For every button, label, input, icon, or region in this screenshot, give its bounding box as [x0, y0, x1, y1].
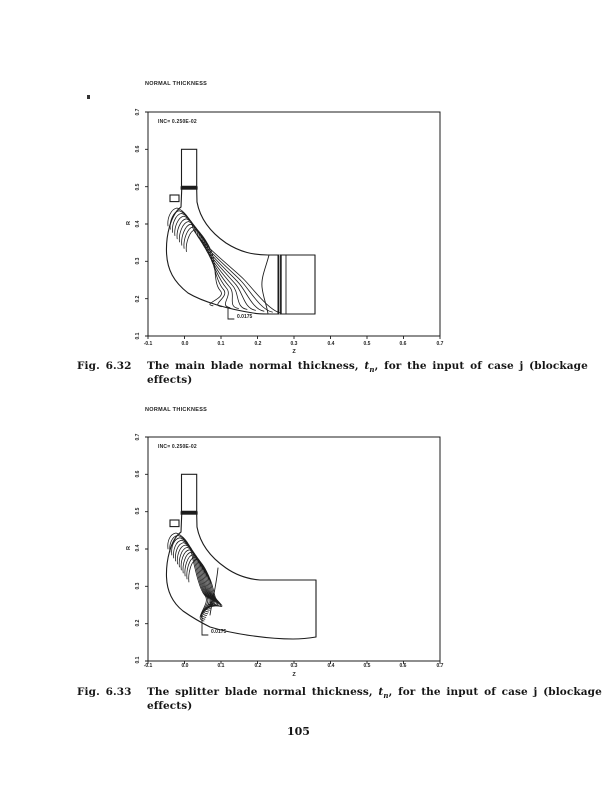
figure2-y-tick-label: 0.3 — [135, 582, 141, 590]
figure1-hub-boundary — [166, 190, 315, 314]
figure2-y-tick-label: 0.1 — [135, 656, 141, 664]
figure2-x-tick-label: 0.2 — [254, 663, 262, 669]
figure2-shroud-boundary — [197, 515, 316, 580]
caption-text: , for the input of case j (blockage — [374, 360, 588, 372]
figure2-x-tick-label: 0.7 — [436, 663, 444, 669]
figure1-y-tick-label: 0.7 — [135, 108, 141, 116]
figure2-contour-plot — [145, 434, 443, 664]
page-number: 105 — [287, 725, 310, 738]
figure2-caption-line2: effects) — [147, 700, 193, 712]
figure1-leading-edge-box — [170, 195, 179, 202]
figure2-y-tick-label: 0.6 — [135, 470, 141, 478]
caption-variable: t — [378, 686, 384, 698]
figure2-x-axis-label: Z — [292, 672, 296, 678]
figure2-caption-tag: Fig. 6.33 — [77, 686, 132, 698]
figure2-contour-value-label: 0.0175 — [211, 629, 227, 635]
figure1-blade-tip-band — [181, 186, 198, 189]
figure1-y-tick-label: 0.1 — [135, 332, 141, 340]
figure1-plot-title: NORMAL THICKNESS — [145, 81, 208, 87]
figure1-caption-tag: Fig. 6.32 — [77, 360, 132, 372]
figure2-y-tick-label: 0.7 — [135, 433, 141, 441]
figure2-x-tick-label: 0.1 — [217, 663, 225, 669]
figure2-x-tick-label: 0.0 — [181, 663, 189, 669]
figure2-y-tick-label: 0.5 — [135, 507, 141, 515]
figure2-y-axis-label: R — [126, 546, 132, 550]
figure1-increment-label: INC= 0.250E-02 — [158, 119, 197, 125]
figure1-caption-line2: effects) — [147, 374, 193, 386]
figure2-x-tick-label: -0.1 — [143, 663, 153, 669]
caption-text: , for the input of case j (blockage — [388, 686, 602, 698]
figure2-y-tick-label: 0.4 — [135, 544, 141, 552]
figure1-x-axis-label: Z — [292, 349, 296, 355]
figure1-x-tick-label: 0.3 — [290, 341, 298, 347]
figure2-caption-line1 — [147, 686, 602, 700]
caption-text: The main blade normal thickness, — [147, 360, 365, 372]
caption-text: The splitter blade normal thickness, — [147, 686, 379, 698]
scan-speck — [87, 95, 90, 99]
figure2-x-tick-label: 0.6 — [399, 663, 407, 669]
figure1-x-tick-label: 0.7 — [436, 341, 444, 347]
caption-subscript: n — [383, 691, 389, 701]
figure1-x-tick-label: 0.5 — [363, 341, 371, 347]
figure2-x-tick-label: 0.3 — [290, 663, 298, 669]
figure1-x-tick-label: 0.1 — [217, 341, 225, 347]
figure2-increment-label: INC= 0.250E-02 — [158, 444, 197, 450]
figure1-y-tick-label: 0.5 — [135, 183, 141, 191]
figure1-x-tick-label: 0.2 — [254, 341, 262, 347]
figure1-inlet-duct — [182, 149, 197, 186]
figure1-x-tick-label: 0.0 — [181, 341, 189, 347]
figure2-plot-title: NORMAL THICKNESS — [145, 407, 208, 413]
figure1-y-tick-label: 0.4 — [135, 220, 141, 228]
figure1-y-axis-label: R — [126, 221, 132, 225]
figure2-leading-edge-box — [170, 520, 179, 527]
figure1-y-tick-label: 0.2 — [135, 295, 141, 303]
figure2-x-tick-label: 0.4 — [327, 663, 335, 669]
figure2-x-tick-label: 0.5 — [363, 663, 371, 669]
caption-subscript: n — [369, 365, 375, 375]
figure1-shroud-boundary — [197, 190, 315, 255]
figure1-y-tick-label: 0.3 — [135, 257, 141, 265]
figure2-inlet-duct — [182, 474, 197, 511]
figure1-caption-line1 — [147, 360, 588, 374]
figure1-x-tick-label: 0.4 — [327, 341, 335, 347]
figure2-blade-tip-band — [181, 511, 198, 514]
caption-variable: t — [364, 360, 370, 372]
figure2-y-tick-label: 0.2 — [135, 619, 141, 627]
figure1-x-tick-label: 0.6 — [399, 341, 407, 347]
figure1-y-tick-label: 0.6 — [135, 145, 141, 153]
figure2-contour-lines — [168, 533, 222, 621]
figure1-contour-plot — [145, 109, 443, 339]
figure1-contour-value-label: 0.0175 — [237, 314, 253, 320]
figure1-x-tick-label: -0.1 — [143, 341, 153, 347]
